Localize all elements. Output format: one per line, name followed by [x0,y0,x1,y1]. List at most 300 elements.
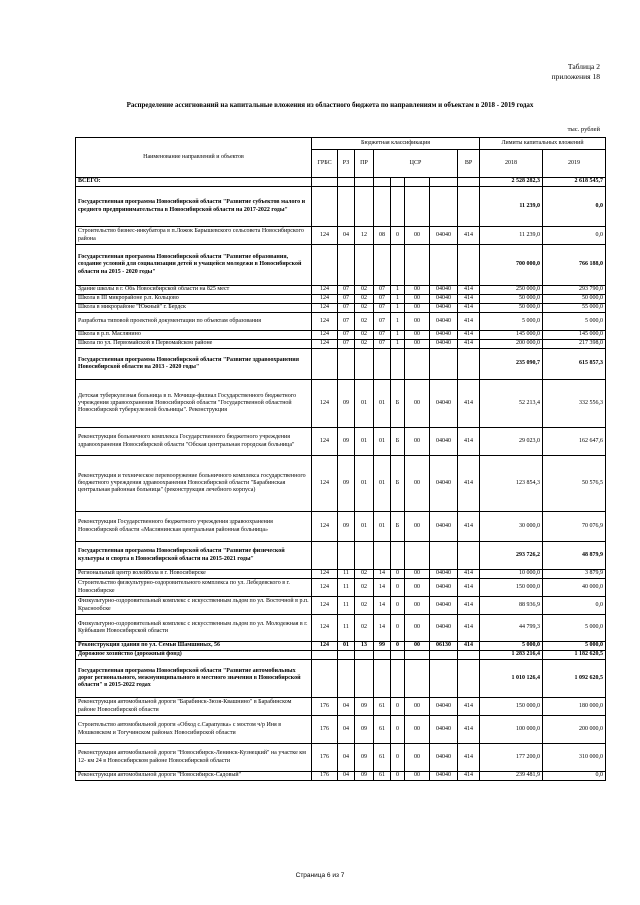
cell-c2 [391,245,405,286]
table-row [76,349,606,380]
cell-c2 [391,542,405,570]
cell-vr [458,660,480,698]
page-number: Страница 6 из 7 [295,872,345,879]
cell-v2019: 48 879,9 [543,542,606,570]
cell-c4: 04040 [430,579,458,597]
cell-rz [338,542,355,570]
cell-c3: 00 [405,570,430,579]
cell-rz: 04 [338,227,355,245]
cell-grbs [312,187,338,227]
cell-name: Разработка типовой проектной документации по объектам образования [76,313,312,331]
table-row [76,512,606,542]
table-row [76,428,606,456]
cell-c3: 00 [405,456,430,512]
cell-c2 [391,178,405,187]
cell-c4 [430,542,458,570]
cell-name: Реконструкция автомобильной дороги "Барабинск-Зюзя-Квашнино" в Барабинском районе Новосибирской области [76,698,312,716]
table-row [76,772,606,781]
table-row [76,340,606,349]
cell-v2018: 2 528 282,3 [480,178,543,187]
cell-vr [458,245,480,286]
cell-c3: 00 [405,295,430,304]
cell-name: Физкультурно-оздоровительный комплекс с искусственным льдом по ул. Восточной в р.п. Краснообске [76,597,312,615]
cell-v2019: 162 647,6 [543,428,606,456]
cell-name: Дорожное хозяйство (дорожный фонд) [76,651,312,660]
cell-v2019: 55 000,0 [543,304,606,313]
cell-c4 [430,349,458,380]
cell-rz: 11 [338,579,355,597]
cell-c3 [405,349,430,380]
cell-c3 [405,542,430,570]
cell-pr [355,178,374,187]
cell-v2018: 1 010 126,4 [480,660,543,698]
cell-grbs [312,349,338,380]
table-row [76,331,606,340]
cell-grbs [312,542,338,570]
cell-pr: 09 [355,698,374,716]
cell-c4: 04040 [430,304,458,313]
cell-name: Региональный центр волейбола в г. Новосибирске [76,570,312,579]
cell-name: Реконструкция Государственного бюджетного учреждения здравоохранения Новосибирской области «Маслянинская центральная районная больница» [76,512,312,542]
cell-vr: 414 [458,642,480,651]
cell-pr: 02 [355,579,374,597]
cell-rz: 07 [338,304,355,313]
cell-rz: 04 [338,698,355,716]
cell-c3: 00 [405,716,430,744]
cell-c4: 04040 [430,286,458,295]
header-budget-classification: Бюджетная классификация [312,138,480,150]
cell-v2018: 11 239,0 [480,227,543,245]
cell-c1: 14 [374,615,391,642]
table-row [76,245,606,286]
cell-vr: 414 [458,698,480,716]
cell-rz: 11 [338,615,355,642]
cell-name: Школа в микрорайоне "Южный" г. Бердск [76,304,312,313]
cell-v2019: 0,0 [543,227,606,245]
cell-c2: Б [391,512,405,542]
cell-pr: 02 [355,286,374,295]
cell-c4: 04040 [430,331,458,340]
cell-c2: 1 [391,331,405,340]
cell-c2: Б [391,380,405,428]
cell-name: Реконструкция больничного комплекса Государственного бюджетного учреждения здравоохранения Новосибирской области "Обская центральная городская больница" [76,428,312,456]
cell-c1: 61 [374,772,391,781]
cell-c3: 00 [405,286,430,295]
cell-pr: 02 [355,304,374,313]
cell-v2018: 5 000,0 [480,642,543,651]
cell-grbs: 124 [312,579,338,597]
cell-rz: 04 [338,744,355,772]
cell-vr: 414 [458,597,480,615]
cell-name: Государственная программа Новосибирской области "Развитие субъектов малого и среднего предпринимательства в Новосибирской области на 2017-2022 годы" [76,187,312,227]
cell-c1: 14 [374,597,391,615]
cell-c3: 00 [405,597,430,615]
cell-c3 [405,178,430,187]
cell-c2: 1 [391,286,405,295]
cell-pr: 02 [355,295,374,304]
cell-v2019: 217 398,0 [543,340,606,349]
cell-v2018: 145 000,0 [480,331,543,340]
cell-c2: 0 [391,744,405,772]
cell-v2018: 150 000,0 [480,579,543,597]
table-body [76,178,606,781]
cell-vr: 414 [458,304,480,313]
cell-vr: 414 [458,428,480,456]
cell-c4 [430,660,458,698]
cell-name: Государственная программа Новосибирской области "Развитие автомобильных дорог регионального, межмуниципального и местного значения в Новосибирской области" в 2015-2022 годах [76,660,312,698]
cell-c4 [430,187,458,227]
cell-v2019: 310 000,0 [543,744,606,772]
cell-rz [338,178,355,187]
cell-grbs: 124 [312,512,338,542]
cell-grbs: 176 [312,744,338,772]
cell-rz: 09 [338,380,355,428]
cell-pr: 01 [355,428,374,456]
cell-c1: 61 [374,744,391,772]
table-row [76,380,606,428]
cell-rz: 07 [338,331,355,340]
cell-v2018: 50 000,0 [480,304,543,313]
cell-c1 [374,542,391,570]
cell-c1: 07 [374,286,391,295]
cell-grbs: 124 [312,286,338,295]
cell-c3 [405,660,430,698]
cell-c3: 00 [405,331,430,340]
cell-c3: 00 [405,772,430,781]
cell-v2018: 177 200,0 [480,744,543,772]
cell-rz: 11 [338,570,355,579]
cell-v2019: 5 000,0 [543,615,606,642]
cell-c4: 04040 [430,380,458,428]
cell-vr: 414 [458,286,480,295]
cell-grbs: 176 [312,772,338,781]
cell-rz: 07 [338,286,355,295]
cell-pr [355,245,374,286]
table-caption [552,62,600,82]
cell-v2019: 5 000,0 [543,313,606,331]
cell-c4: 04040 [430,570,458,579]
cell-c3: 00 [405,340,430,349]
cell-c4: 04040 [430,744,458,772]
cell-c1: 07 [374,340,391,349]
cell-c2: Б [391,428,405,456]
cell-pr: 01 [355,512,374,542]
table-row [76,744,606,772]
cell-c1: 01 [374,456,391,512]
cell-v2018: 30 000,0 [480,512,543,542]
cell-v2018: 235 090,7 [480,349,543,380]
cell-c2: Б [391,456,405,512]
cell-v2018: 700 000,0 [480,245,543,286]
cell-grbs [312,178,338,187]
cell-c2 [391,187,405,227]
cell-c4: 04040 [430,615,458,642]
cell-rz [338,660,355,698]
cell-v2019: 2 618 545,7 [543,178,606,187]
cell-name: Государственная программа Новосибирской области "Развитие здравоохранения Новосибирской области на 2013 - 2020 годы" [76,349,312,380]
cell-rz [338,187,355,227]
cell-c3: 00 [405,227,430,245]
cell-pr: 13 [355,642,374,651]
cell-v2018: 250 000,0 [480,286,543,295]
cell-pr: 02 [355,570,374,579]
cell-c2 [391,349,405,380]
table-row [76,698,606,716]
cell-name: Школа в р.п. Маслянино [76,331,312,340]
cell-rz: 04 [338,772,355,781]
cell-c3: 00 [405,428,430,456]
cell-name: Школа в III микрорайоне р.п. Кольцово [76,295,312,304]
table-row [76,642,606,651]
cell-v2018: 11 239,0 [480,187,543,227]
cell-c1 [374,660,391,698]
cell-v2019: 0,0 [543,597,606,615]
cell-c3: 00 [405,698,430,716]
header-name: Наименование направлений и объектов [76,138,312,178]
cell-v2019: 200 000,0 [543,716,606,744]
table-row [76,651,606,660]
cell-grbs: 124 [312,456,338,512]
cell-v2018: 239 481,9 [480,772,543,781]
cell-grbs [312,245,338,286]
cell-c2: 0 [391,698,405,716]
cell-c4 [430,245,458,286]
cell-name: Строительство автомобильной дороги «Обход с.Сарапулка» с мостом ч/р Иня в Мошковском и Тогучинском районах Новосибирской области [76,716,312,744]
cell-pr [355,651,374,660]
table-number: Таблица 2 [567,62,600,71]
cell-c3: 00 [405,313,430,331]
cell-c1 [374,187,391,227]
cell-pr: 02 [355,313,374,331]
cell-vr: 414 [458,570,480,579]
cell-pr: 09 [355,744,374,772]
cell-c4 [430,178,458,187]
cell-grbs: 176 [312,698,338,716]
cell-grbs: 124 [312,340,338,349]
cell-vr [458,187,480,227]
cell-c1: 07 [374,295,391,304]
cell-name: Детская туберкулезная больница в п. Мочище-филиал Государственного бюджетного учреждения здравоохранения Новосибирской области "Государственной областной Новосибирской туберкулезной больницы". Реконструкция [76,380,312,428]
cell-c1: 61 [374,716,391,744]
table-row [76,570,606,579]
cell-v2019: 70 076,9 [543,512,606,542]
cell-name: Государственная программа Новосибирской области "Развитие образования, создание условий для социализации детей и учащейся молодежи в Новосибирской области на 2015 - 2020 годы" [76,245,312,286]
cell-c1: 99 [374,642,391,651]
cell-v2018: 200 000,0 [480,340,543,349]
cell-v2019: 1 182 620,5 [543,651,606,660]
cell-c3: 00 [405,642,430,651]
cell-vr: 414 [458,615,480,642]
cell-grbs: 176 [312,716,338,744]
cell-pr [355,187,374,227]
cell-c1: 07 [374,331,391,340]
cell-pr: 02 [355,331,374,340]
cell-rz: 01 [338,642,355,651]
table-row [76,178,606,187]
cell-c2 [391,660,405,698]
cell-v2019: 50 000,0 [543,295,606,304]
table-row [76,579,606,597]
cell-name: Государственная программа Новосибирской области "Развитие физической культуры и спорта в Новосибирской области на 2015-2021 годы" [76,542,312,570]
header-pr: ПР [355,150,374,178]
cell-name: ВСЕГО: [76,178,312,187]
cell-c1: 08 [374,227,391,245]
cell-rz: 07 [338,340,355,349]
cell-vr: 414 [458,313,480,331]
cell-c1 [374,349,391,380]
cell-c4: 06130 [430,642,458,651]
cell-vr: 414 [458,340,480,349]
cell-c3 [405,245,430,286]
cell-v2018: 29 023,0 [480,428,543,456]
cell-v2018: 150 000,0 [480,698,543,716]
cell-c2: 1 [391,313,405,331]
cell-grbs: 124 [312,428,338,456]
cell-v2019: 615 857,3 [543,349,606,380]
cell-c3 [405,651,430,660]
cell-c4: 04040 [430,772,458,781]
cell-c1 [374,245,391,286]
cell-v2019: 0,0 [543,772,606,781]
cell-v2019: 180 000,0 [543,698,606,716]
cell-c4: 04040 [430,227,458,245]
cell-v2019: 332 556,3 [543,380,606,428]
header-2019: 2019 [543,150,606,178]
header-vr: ВР [458,150,480,178]
cell-c3 [405,187,430,227]
cell-c1 [374,178,391,187]
header-2018: 2018 [480,150,543,178]
cell-name: Реконструкция и техническое перевооружение больничного комплекса государственного бюджетного учреждения здравоохранения Новосибирской области "Барабинская центральная районная больница" (реконструкция лечебного корпуса) [76,456,312,512]
cell-vr: 414 [458,456,480,512]
cell-c1: 01 [374,380,391,428]
cell-rz: 07 [338,295,355,304]
cell-grbs [312,660,338,698]
cell-vr: 414 [458,716,480,744]
cell-c4: 04040 [430,512,458,542]
cell-vr: 414 [458,227,480,245]
cell-c4: 04040 [430,313,458,331]
cell-pr: 02 [355,615,374,642]
cell-c4: 04040 [430,698,458,716]
cell-v2018: 293 726,2 [480,542,543,570]
cell-vr [458,542,480,570]
cell-rz: 09 [338,512,355,542]
cell-grbs: 124 [312,304,338,313]
cell-vr: 414 [458,744,480,772]
cell-c2: 0 [391,772,405,781]
cell-rz: 04 [338,716,355,744]
cell-name: Реконструкция автомобильной дороги "Новосибирск-Ленинск-Кузнецкий" на участке км 12- км 24 в Новосибирском районе Новосибирской области [76,744,312,772]
cell-c4: 04040 [430,716,458,744]
cell-c1: 01 [374,428,391,456]
cell-c3: 00 [405,512,430,542]
cell-c4: 04040 [430,295,458,304]
cell-c1: 14 [374,570,391,579]
cell-vr: 414 [458,380,480,428]
cell-v2018: 50 000,0 [480,295,543,304]
cell-name: Реконструкция автомобильной дороги "Новосибирск-Садовый" [76,772,312,781]
cell-c1: 14 [374,579,391,597]
cell-v2018: 10 000,0 [480,570,543,579]
cell-c4: 04040 [430,456,458,512]
cell-grbs: 124 [312,295,338,304]
cell-c2 [391,651,405,660]
cell-pr: 02 [355,597,374,615]
table-row [76,456,606,512]
cell-rz: 09 [338,456,355,512]
cell-name: Реконструкция здания по ул. Семьи Шамшиных, 56 [76,642,312,651]
header-limits: Лимиты капитальных вложений [480,138,606,150]
cell-vr [458,349,480,380]
table-row [76,313,606,331]
table-row [76,615,606,642]
cell-v2019: 766 188,0 [543,245,606,286]
cell-grbs [312,651,338,660]
cell-c2: 0 [391,642,405,651]
cell-grbs: 124 [312,331,338,340]
cell-grbs: 124 [312,615,338,642]
cell-c2: 1 [391,295,405,304]
cell-pr [355,349,374,380]
appendix-number: приложения 18 [551,72,600,81]
table-row [76,227,606,245]
cell-v2018: 52 213,4 [480,380,543,428]
cell-grbs: 124 [312,570,338,579]
cell-rz: 09 [338,428,355,456]
cell-c3: 00 [405,380,430,428]
header-rz: РЗ [338,150,355,178]
cell-vr: 414 [458,772,480,781]
cell-name: Строительство физкультурно-оздоровительного комплекса по ул. Лебедевского в г. Новосибирске [76,579,312,597]
cell-vr: 414 [458,331,480,340]
cell-vr [458,178,480,187]
cell-c2: 1 [391,304,405,313]
cell-vr: 414 [458,512,480,542]
cell-v2018: 100 000,0 [480,716,543,744]
cell-v2018: 88 936,9 [480,597,543,615]
cell-rz [338,349,355,380]
allocation-table [75,137,606,781]
cell-pr: 02 [355,340,374,349]
cell-c2: 0 [391,716,405,744]
cell-v2019: 5 000,0 [543,642,606,651]
cell-c4 [430,651,458,660]
cell-rz [338,651,355,660]
cell-c2: 0 [391,615,405,642]
cell-v2019: 50 576,5 [543,456,606,512]
cell-c3: 00 [405,744,430,772]
cell-v2019: 293 790,0 [543,286,606,295]
cell-name: Здание школы в г. Обь Новосибирской области на 825 мест [76,286,312,295]
cell-grbs: 124 [312,313,338,331]
table-row [76,187,606,227]
cell-v2019: 0,0 [543,187,606,227]
table-row [76,304,606,313]
cell-c2: 0 [391,579,405,597]
cell-grbs: 124 [312,380,338,428]
cell-pr: 12 [355,227,374,245]
cell-vr: 414 [458,295,480,304]
cell-name: Физкультурно-оздоровительный комплекс с искусственным льдом по ул. Молодежная в г. Куйбышев Новосибирской области [76,615,312,642]
cell-c1: 01 [374,512,391,542]
cell-c2: 0 [391,227,405,245]
cell-v2018: 5 000,0 [480,313,543,331]
cell-grbs: 124 [312,642,338,651]
header-grbs: ГРБС [312,150,338,178]
cell-c1: 07 [374,304,391,313]
document-title: Распределение ассигнований на капитальные вложения из областного бюджета по направлениям и объектам в 2018 - 2019 годах [126,101,534,109]
